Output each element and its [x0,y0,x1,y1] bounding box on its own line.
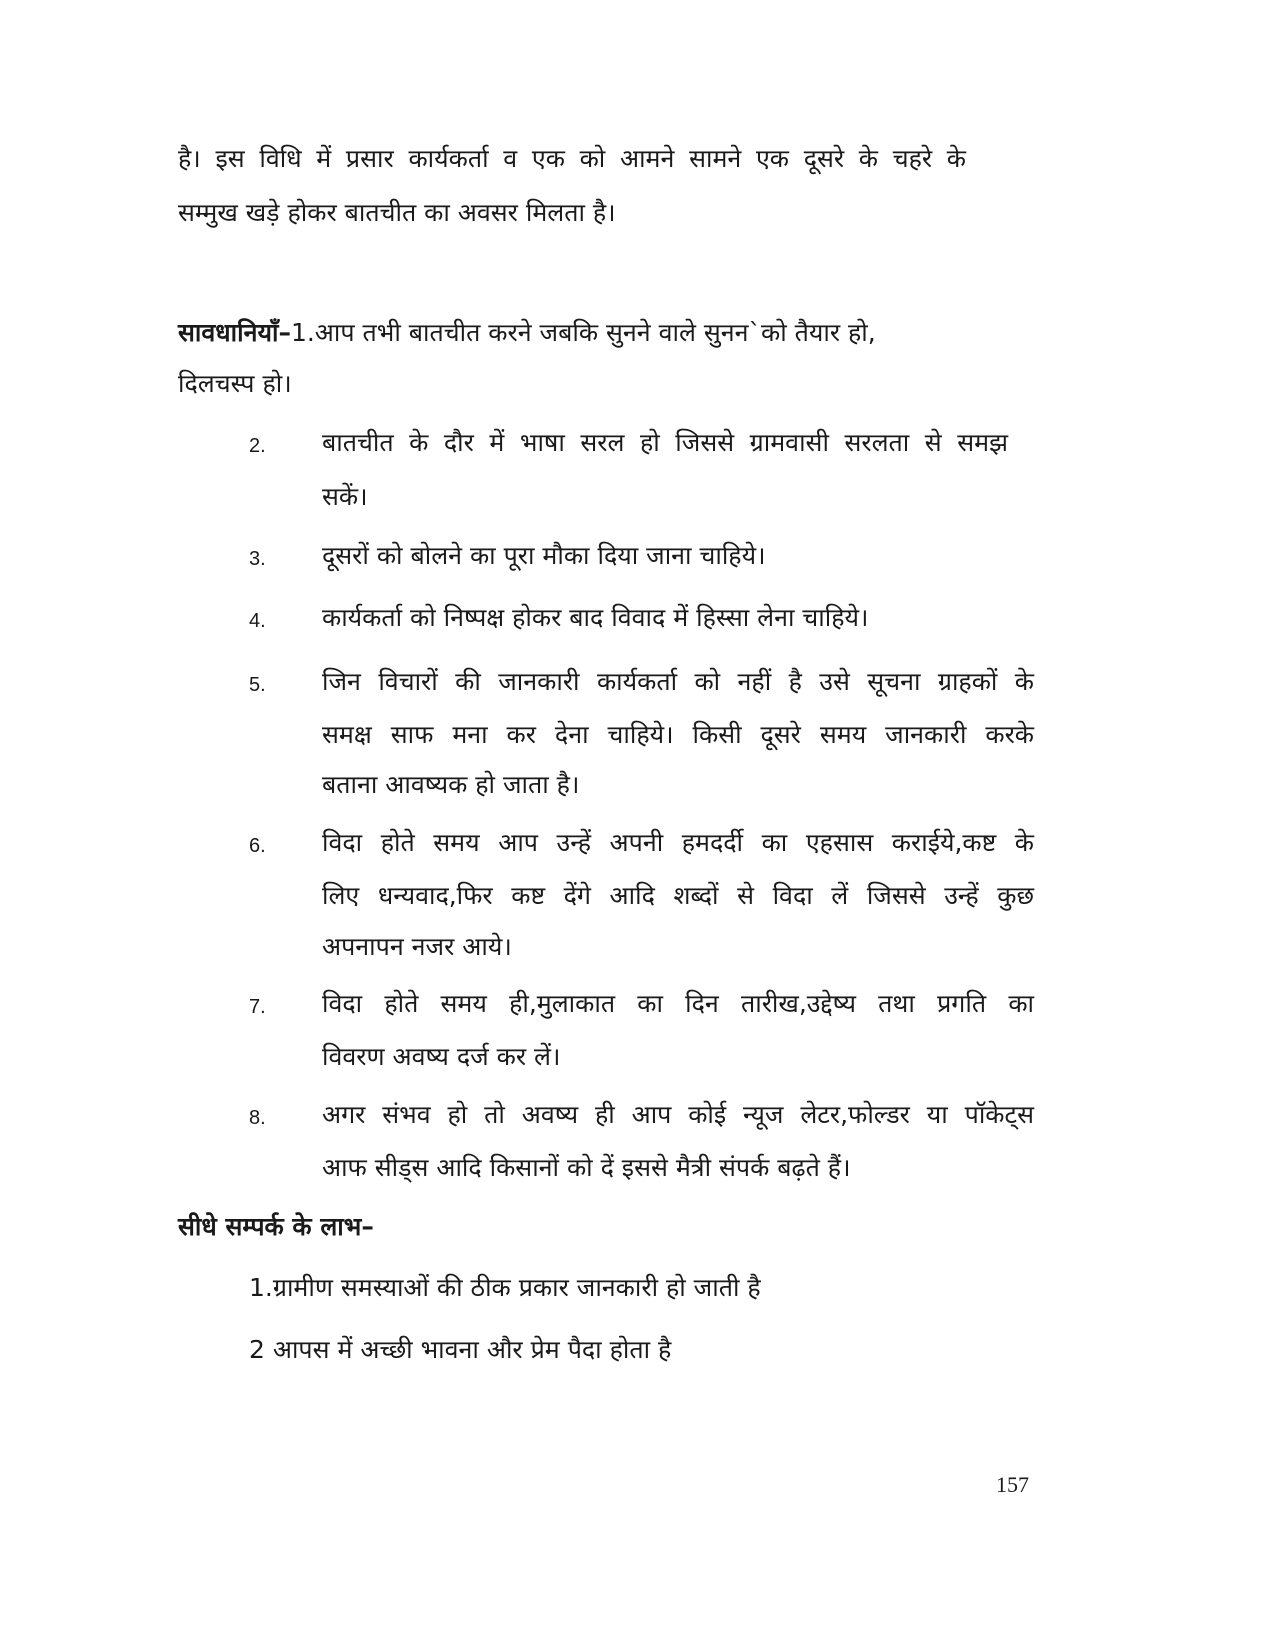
precautions-dash: – [278,318,291,347]
list-item-number: 5. [249,674,266,696]
precautions-point-1: 1.आप तभी बातचीत करने जबकि सुनने वाले सुनन`को तैयार हो, [290,318,876,347]
precautions-heading: सावधानियाँ [178,318,279,347]
list-item-line: कार्यकर्ता को निष्पक्ष होकर बाद विवाद में हिस्सा लेना चाहिये। [322,603,869,632]
precautions-point-1-cont: दिलचस्प हो। [178,369,292,398]
benefits-heading: सीधे सम्पर्क के लाभ– [178,1212,374,1241]
precautions-first-line [178,316,876,350]
intro-line-2: सम्मुख खड़े होकर बातचीत का अवसर मिलता है। [178,198,616,227]
list-item-number: 3. [249,548,266,570]
benefit-item: 1.ग्रामीण समस्याओं की ठीक प्रकार जानकारी हो जाती है [249,1273,761,1302]
benefit-item: 2 आपस में अच्छी भावना और प्रेम पैदा होता है [249,1335,672,1364]
list-item-line: लिए धन्यवाद,फिर कष्ट देंगे आदि शब्दों से विदा लें जिससे उन्हें कुछ [322,881,1034,910]
list-item-line: बताना आवष्यक हो जाता है। [322,770,580,799]
list-item-number: 8. [249,1107,266,1129]
page-number: 157 [996,1472,1029,1497]
list-item-line: आफ सीड्स आदि किसानों को दें इससे मैत्री संपर्क बढ़ते हैं। [322,1153,851,1182]
list-item-line: विदा होते समय आप उन्हें अपनी हमदर्दी का एहसास कराईये,कष्ट के [322,828,1034,857]
list-item-line: जिन विचारों की जानकारी कार्यकर्ता को नहीं है उसे सूचना ग्राहकों के [322,667,1034,696]
list-item-line: विदा होते समय ही,मुलाकात का दिन तारीख,उद्देष्य तथा प्रगति का [322,989,1034,1018]
list-item-line: अपनापन नजर आये। [322,932,512,961]
list-item-number: 7. [249,996,266,1018]
list-item-line: अगर संभव हो तो अवष्य ही आप कोई न्यूज लेटर,फोल्डर या पॉकेट्स [322,1100,1034,1129]
list-item-number: 2. [249,435,266,457]
list-item-line: विवरण अवष्य दर्ज कर लें। [322,1042,561,1071]
list-item-line: बातचीत के दौर में भाषा सरल हो जिससे ग्रामवासी सरलता से समझ [322,428,1008,457]
list-item-line: सकें। [322,482,368,511]
list-item-line: दूसरों को बोलने का पूरा मौका दिया जाना चाहिये। [322,541,766,570]
list-item-line: समक्ष साफ मना कर देना चाहिये। किसी दूसरे समय जानकारी करके [322,720,1034,749]
list-item-number: 4. [249,610,266,632]
intro-line-1: है। इस विधि में प्रसार कार्यकर्ता व एक को आमने सामने एक दूसरे के चहरे के [178,144,966,173]
list-item-number: 6. [249,835,266,857]
